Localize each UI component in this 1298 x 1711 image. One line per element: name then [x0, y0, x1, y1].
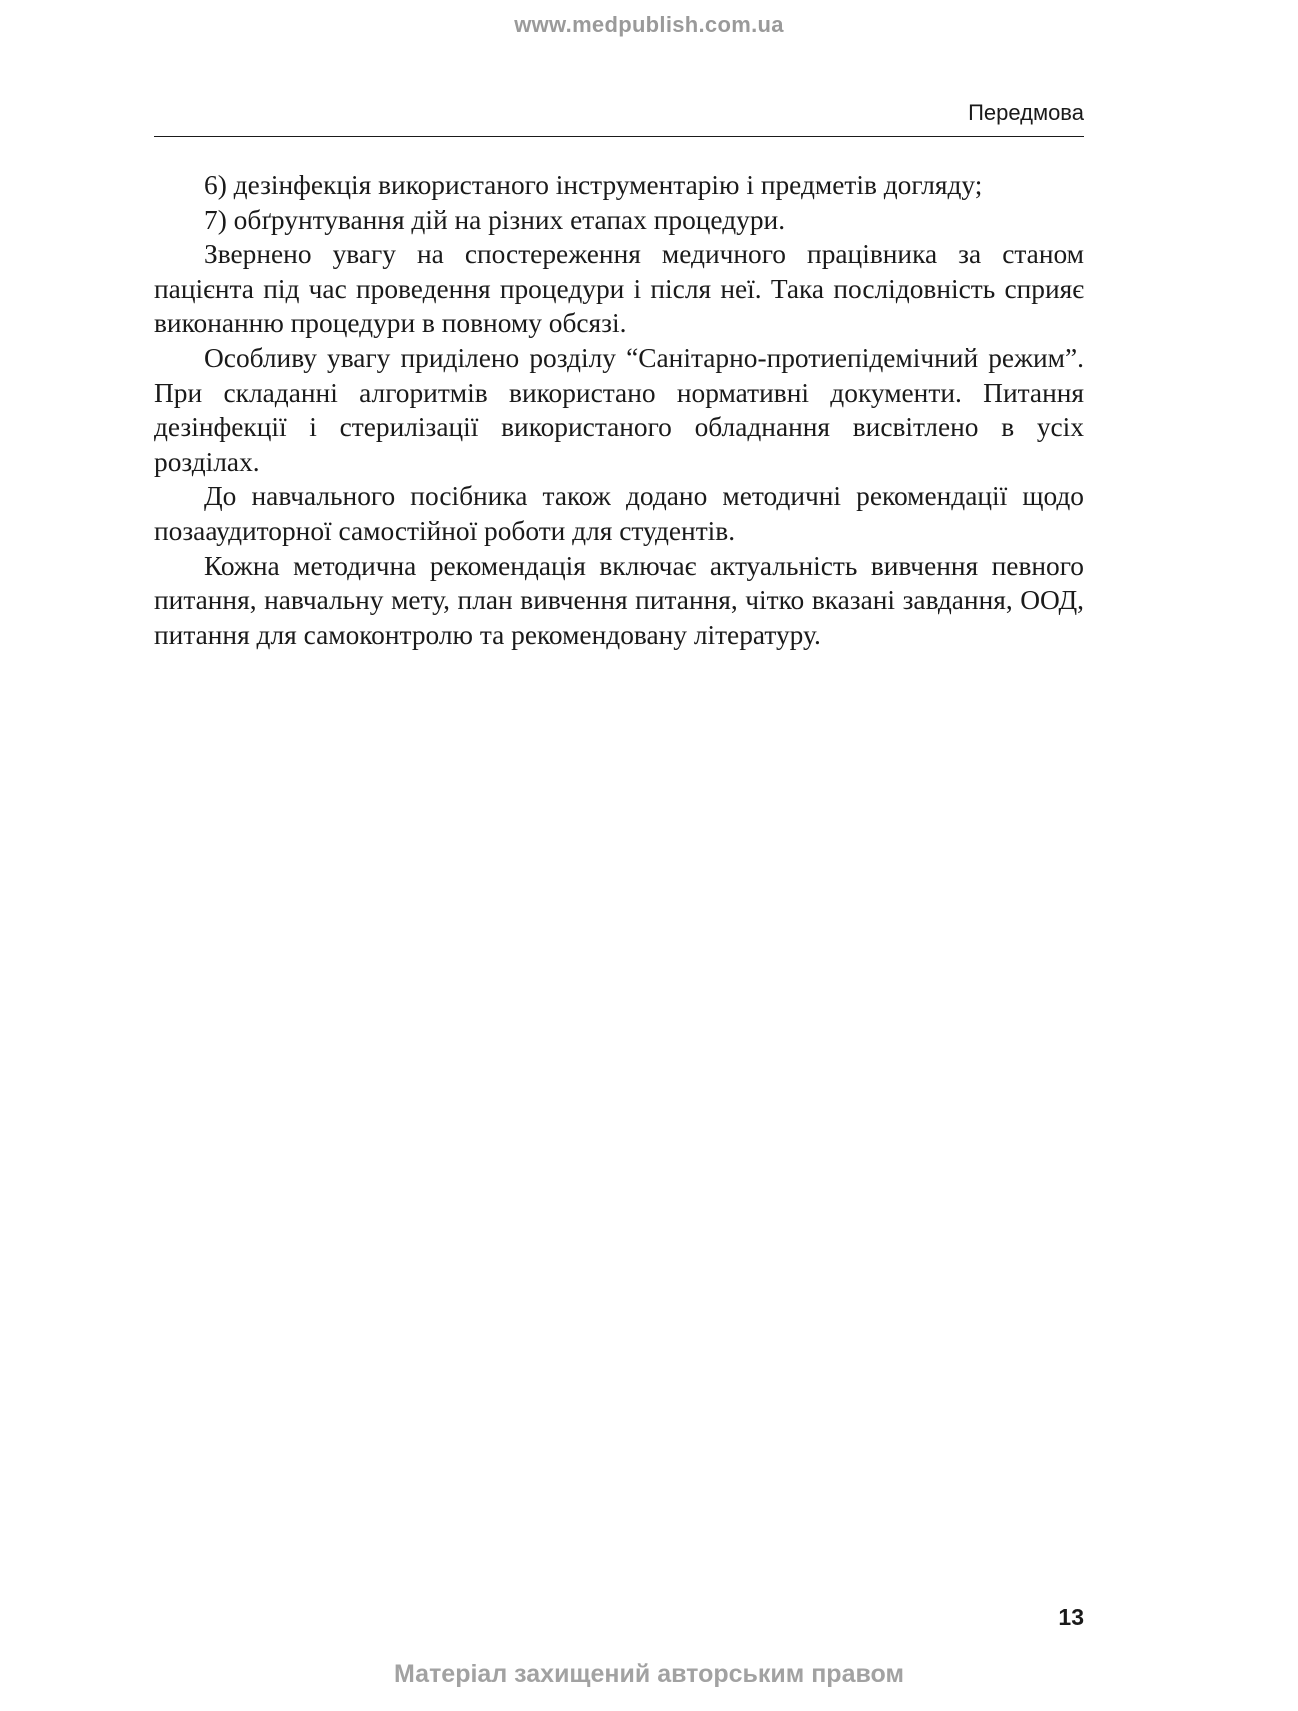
- paragraph-sanitary: Особливу увагу приділено розділу “Санітарно-протиепідемічний режим”. При складанні алгоритмів використано нормативні документи. Питання дезінфекції і стерилізації використаного обладнання висвітлено в усіх розділах.: [154, 342, 1084, 477]
- watermark-url: www.medpublish.com.ua: [514, 12, 784, 37]
- paragraph-observation: Звернено увагу на спостереження медичного працівника за станом пацієнта під час проведення процедури і після неї. Така послідовність сприяє виконанню процедури в повному обсязі.: [154, 239, 1084, 339]
- header-rule: [154, 136, 1084, 137]
- list-item-6: 6) дезінфекція використаного інструментарію і предметів догляду;: [204, 170, 983, 200]
- running-head: Передмова: [968, 100, 1084, 125]
- list-item-7: 7) обґрунтування дій на різних етапах процедури.: [204, 204, 786, 235]
- copyright-watermark: Матеріал захищений авторським правом: [394, 1660, 904, 1688]
- paragraph-each-recommendation: Кожна методична рекомендація включає актуальність вивчення певного питання, навчальну мету, план вивчення питання, чітко вказані завдання, ООД, питання для самоконтролю та рекомендовану літературу.: [154, 550, 1084, 650]
- body-text: [154, 168, 1084, 652]
- page-number: 13: [1058, 1604, 1084, 1630]
- paragraph-recommendations: До навчального посібника також додано методичні рекомендації щодо позааудиторної самостійної роботи для студентів.: [154, 481, 1084, 546]
